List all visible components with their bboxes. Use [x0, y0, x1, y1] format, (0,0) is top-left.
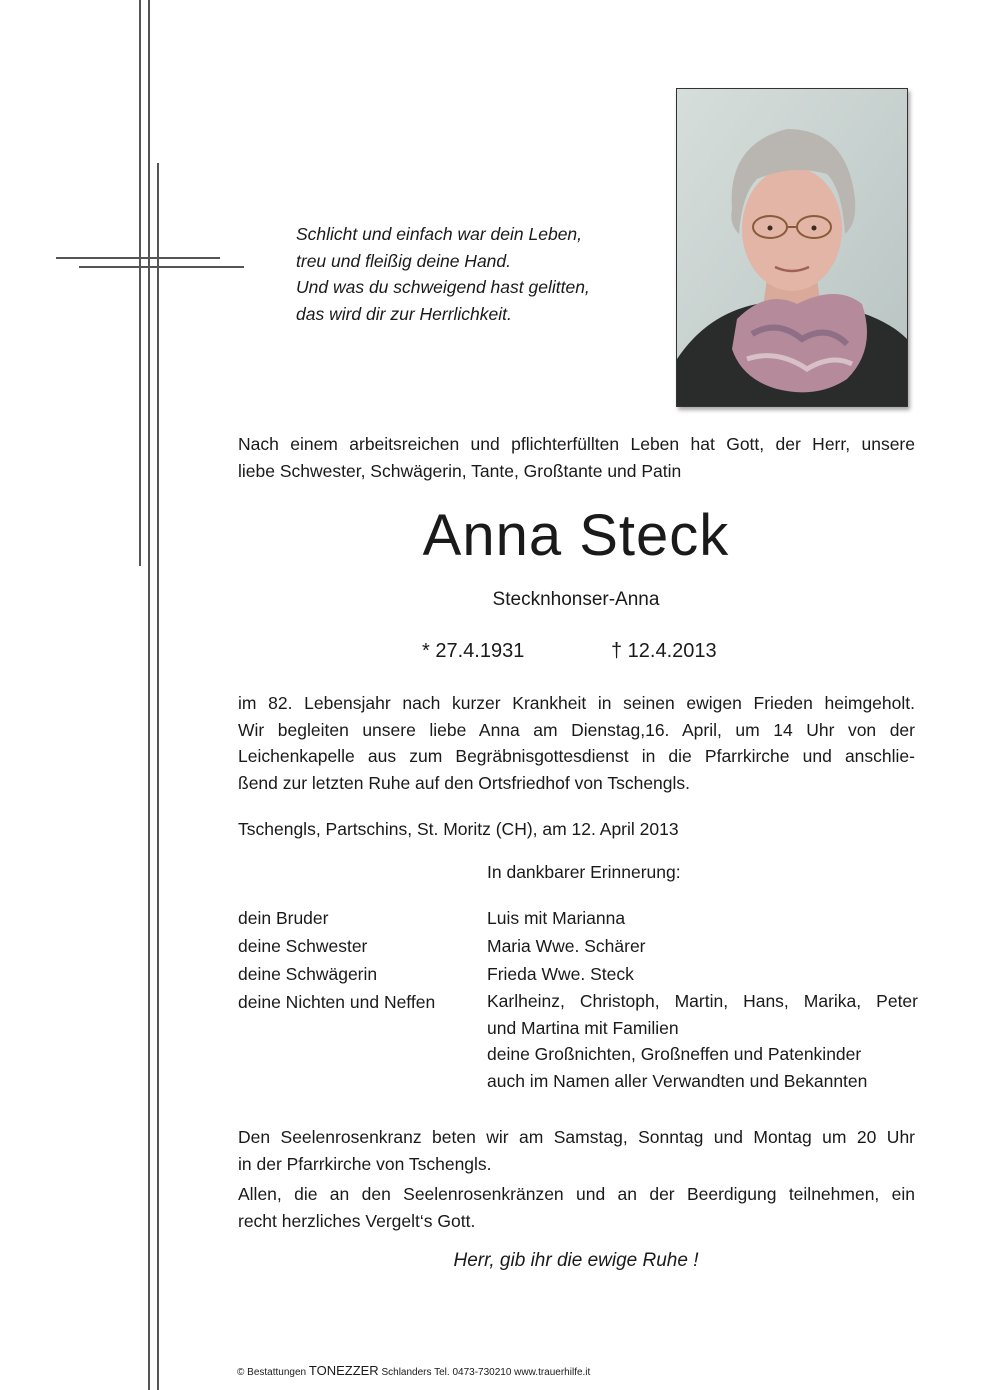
rosary-line: Den Seelenrosenkranz beten wir am Samstag, Sonntag und Montag um 20 Uhr [238, 1127, 915, 1147]
birth-date: * 27.4.1931 [422, 640, 525, 662]
survivor-names: Luis mit Marianna [487, 908, 626, 928]
footer [237, 1363, 590, 1378]
footer-company: TONEZZER [308, 1363, 379, 1378]
thanks-text [238, 1181, 915, 1234]
body-line: Wir begleiten unsere liebe Anna am Dienstag,16. April, um 14 Uhr von der [238, 719, 915, 740]
thanks-line: Allen, die an den Seelenrosenkränzen und an der Beerdigung teilnehmen, ein [238, 1184, 915, 1204]
portrait-illustration [677, 89, 907, 406]
survivor-names: Frieda Wwe. Steck [487, 964, 634, 984]
survivor-row [238, 960, 918, 988]
rosary-line: in der Pfarrkirche von Tschengls. [238, 1153, 492, 1174]
gratitude-heading: In dankbarer Erinnerung: [487, 862, 681, 882]
cross-vertical-line-1 [139, 0, 141, 566]
survivor-names: auch im Namen aller Verwandten und Bekannten [487, 1070, 868, 1091]
cross-horizontal-line-2 [79, 266, 244, 268]
survivor-relation: deine Schwägerin [238, 964, 378, 984]
footer-prefix: © Bestattungen [237, 1367, 309, 1378]
cross-vertical-line-3 [157, 163, 159, 1390]
poem [296, 221, 656, 327]
survivor-names: Maria Wwe. Schärer [487, 936, 646, 956]
poem-line: Und was du schweigend hast gelitten, [296, 277, 590, 297]
survivor-relation: deine Nichten und Neffen [238, 992, 436, 1012]
body-text [238, 690, 915, 796]
intro-line: liebe Schwester, Schwägerin, Tante, Großtante und Patin [238, 460, 682, 481]
poem-line: treu und fleißig deine Hand. [296, 250, 511, 271]
survivor-names: Karlheinz, Christoph, Martin, Hans, Marika, Peter [487, 991, 918, 1011]
survivors-list [238, 904, 918, 1094]
cross-vertical-line-2 [148, 0, 150, 1390]
poem-line: Schlicht und einfach war dein Leben, [296, 224, 583, 244]
body-line: Leichenkapelle aus zum Begräbnisgottesdienst in die Pfarrkirche und anschlie- [238, 746, 915, 766]
nickname: Stecknhonser-Anna [492, 589, 660, 610]
survivor-names: und Martina mit Familien [487, 1017, 679, 1038]
survivor-relation: deine Schwester [238, 936, 368, 956]
survivor-row [238, 904, 918, 932]
survivor-row [238, 988, 918, 1094]
closing-prayer: Herr, gib ihr die ewige Ruhe ! [453, 1250, 699, 1271]
portrait-photo [676, 88, 908, 407]
body-line: ßend zur letzten Ruhe auf den Ortsfriedhof von Tschengls. [238, 772, 691, 793]
survivor-relation: dein Bruder [238, 908, 329, 928]
rosary-text [238, 1124, 915, 1177]
thanks-line: recht herzliches Vergelt‘s Gott. [238, 1210, 476, 1231]
place-date: Tschengls, Partschins, St. Moritz (CH), am 12. April 2013 [238, 819, 679, 839]
deceased-name: Anna Steck [422, 503, 730, 568]
intro-text [238, 431, 915, 484]
intro-line: Nach einem arbeitsreichen und pflichterfüllten Leben hat Gott, der Herr, unsere [238, 434, 915, 454]
survivor-names: deine Großnichten, Großneffen und Patenkinder [487, 1044, 862, 1064]
poem-line: das wird dir zur Herrlichkeit. [296, 303, 512, 324]
death-date: † 12.4.2013 [611, 640, 717, 662]
survivor-row [238, 932, 918, 960]
body-line: im 82. Lebensjahr nach kurzer Krankheit in seinen ewigen Frieden heimgeholt. [238, 693, 915, 713]
cross-horizontal-line-1 [56, 257, 220, 259]
footer-contact: Schlanders Tel. 0473-730210 www.trauerhilfe.it [378, 1367, 591, 1378]
